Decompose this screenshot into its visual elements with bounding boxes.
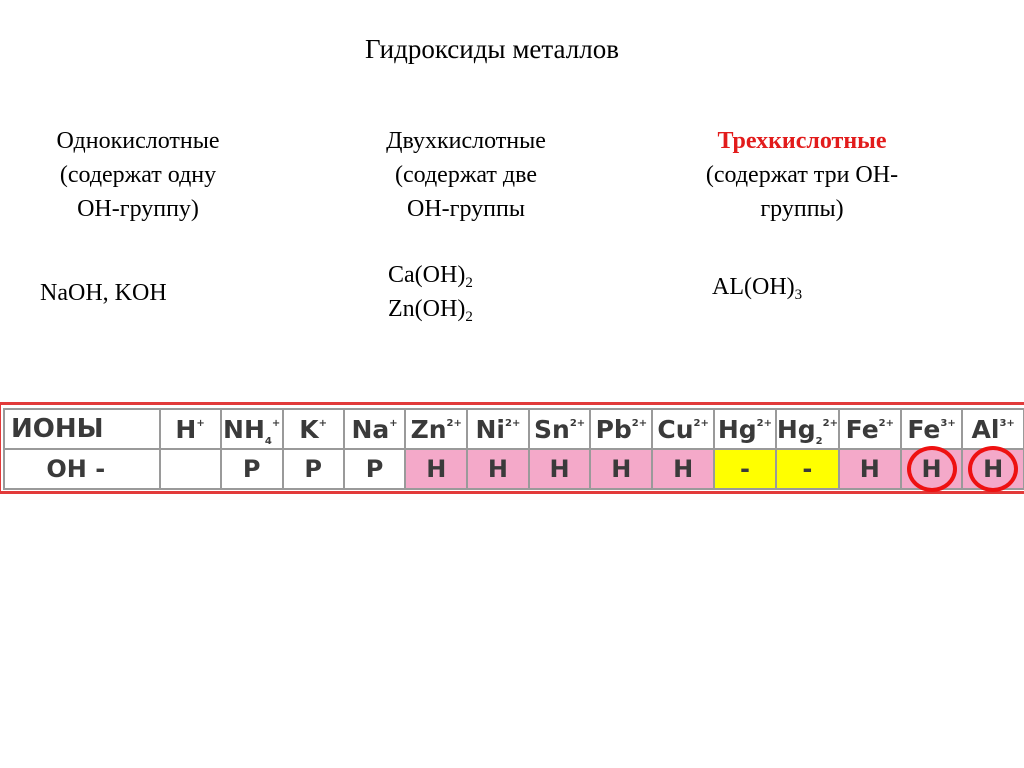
cation-cell: $Pb^{2+}$ (590, 409, 652, 449)
column-diacidic (316, 124, 616, 226)
column-description-line: (содержат одну (59, 162, 217, 188)
solubility-value-cell (160, 449, 221, 489)
formula-list-monoacidic (40, 276, 167, 310)
cation-cell: $Hg^{2+}$ (714, 409, 776, 449)
solubility-value-cell: - (714, 449, 776, 489)
cation-cell: $Sn^{2+}$ (529, 409, 591, 449)
solubility-value-cell: - (776, 449, 839, 489)
ions-row (4, 409, 1024, 449)
formula: NaOH, KOH (40, 280, 167, 306)
formula: $AL(OH)_3$ (712, 274, 803, 303)
solubility-value-cell: Р (283, 449, 344, 489)
column-triacidic (652, 124, 952, 226)
formula-list-triacidic (712, 270, 802, 304)
solubility-value-cell: Н (901, 449, 963, 489)
solubility-value-cell: Н (839, 449, 901, 489)
solubility-value-cell: Р (344, 449, 406, 489)
cation-cell: Na+ (344, 409, 406, 449)
column-heading: Трехкислотные (717, 128, 887, 154)
cation-cell: $Zn^{2+}$ (405, 409, 467, 449)
cation-cell: $Ni^{2+}$ (467, 409, 529, 449)
column-heading: Однокислотные (56, 128, 220, 154)
hydroxide-row (4, 449, 1024, 489)
column-description-line: ОН-группы (407, 196, 525, 222)
cation-cell: K+ (283, 409, 344, 449)
solubility-value-cell: Н (467, 449, 529, 489)
page-title: Гидроксиды металлов (365, 34, 619, 64)
solubility-value-cell: Н (529, 449, 591, 489)
solubility-table-strip (0, 402, 1024, 494)
solubility-value-cell: Р (221, 449, 283, 489)
column-description-line: ОН-группу) (77, 196, 199, 222)
cation-cell: $Fe^{3+}$ (901, 409, 963, 449)
cation-cell: $Hg_2^{2+}$ (776, 409, 839, 449)
charge-mark: - (95, 455, 106, 483)
formula: $Ca(OH)_2$ (388, 262, 473, 291)
solubility-value-cell: Н (590, 449, 652, 489)
column-heading: Двухкислотные (386, 128, 546, 154)
column-monoacidic (0, 124, 288, 226)
column-description-line: группы) (760, 196, 844, 222)
hydroxide-header-cell: ОН - (4, 449, 160, 489)
cation-cell: $Fe^{2+}$ (839, 409, 901, 449)
column-description-line: (содержат две (395, 162, 537, 188)
solubility-value-cell: Н (652, 449, 714, 489)
formula: $Zn(OH)_2$ (388, 296, 473, 325)
cation-cell: $Al^{3+}$ (962, 409, 1024, 449)
solubility-value-cell: Н (962, 449, 1024, 489)
cation-cell: $NH_4^+$ (221, 409, 283, 449)
solubility-table (3, 408, 1024, 490)
formula-list-diacidic (388, 258, 473, 326)
ions-header-cell: ИОНЫ (4, 409, 160, 449)
solubility-value-cell: Н (405, 449, 467, 489)
cation-cell: H+ (160, 409, 221, 449)
cation-cell: $Cu^{2+}$ (652, 409, 714, 449)
column-description-line: (содержат три ОН- (705, 162, 899, 188)
